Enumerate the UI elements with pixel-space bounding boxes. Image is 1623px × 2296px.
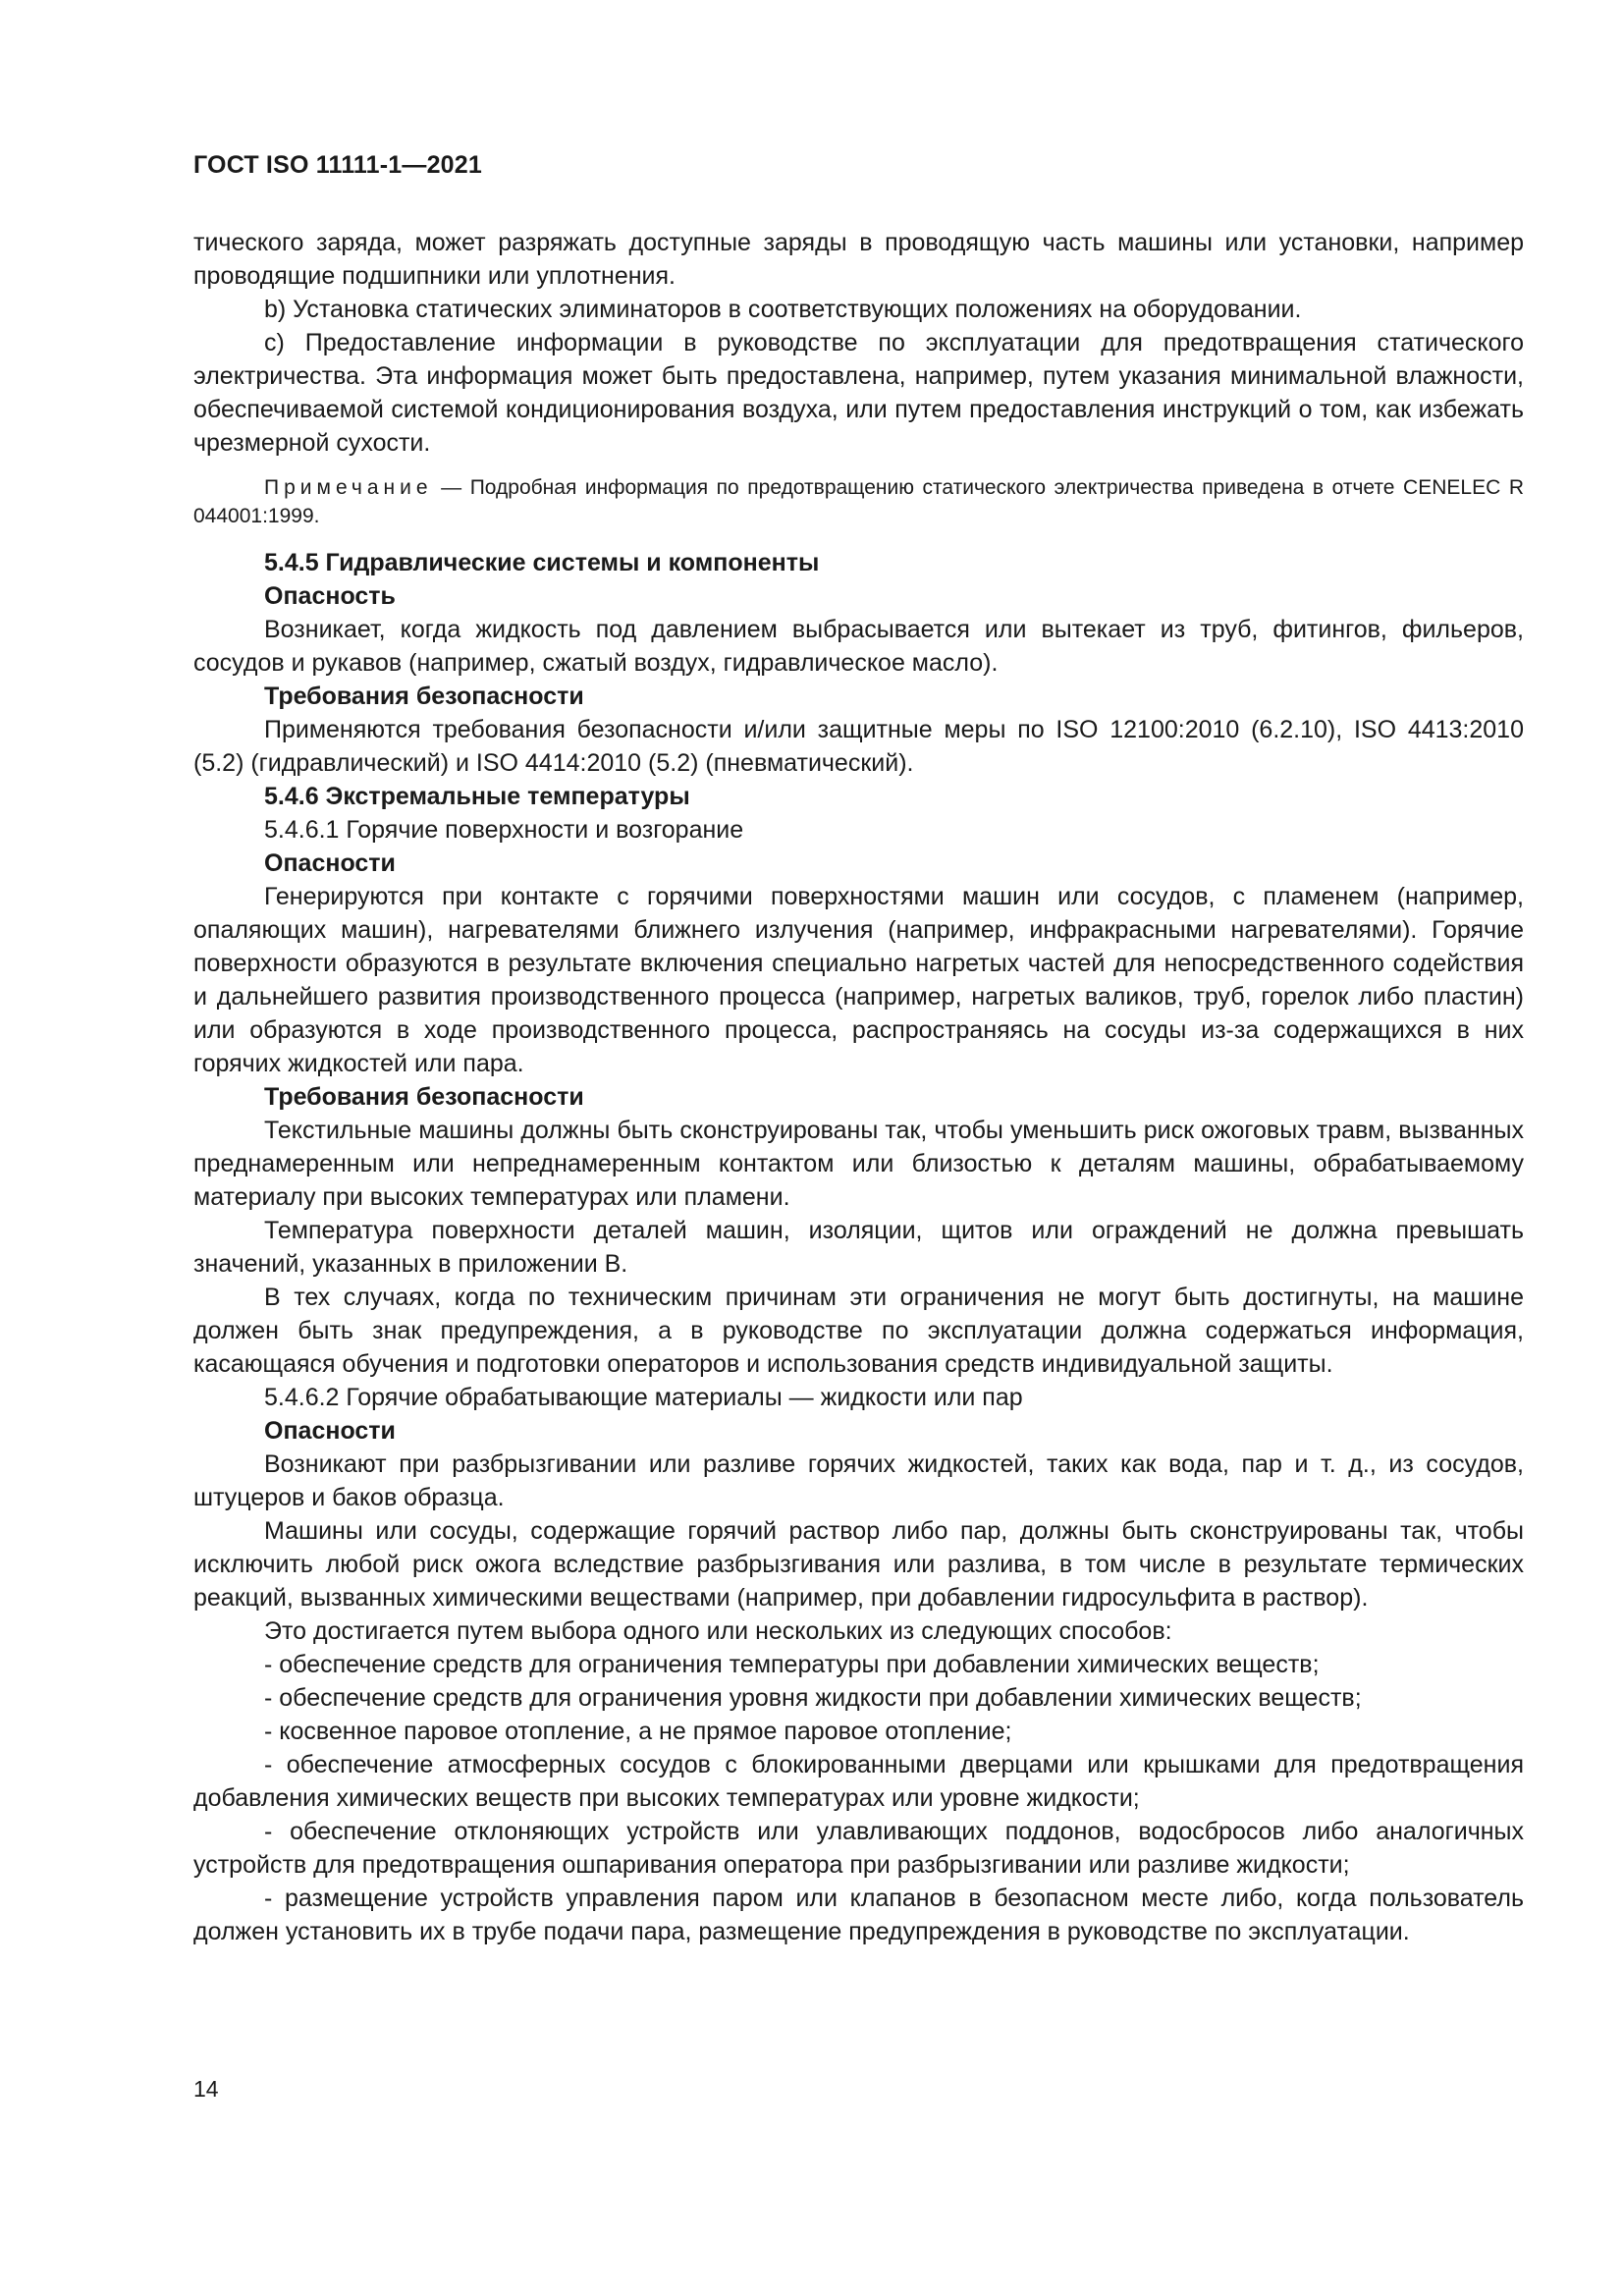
paragraph-hot-solution: Машины или сосуды, содержащие горячий раствор либо пар, должны быть сконструированы так, чтобы исключить любой риск ожога вследствие разбрызгивания или разлива, в том числе в результате термических реакций, вызванных химическими веществами (например, при добавлении гидросульфита в раствор). [193, 1517, 1524, 1612]
document-body [193, 226, 1524, 1948]
subheading-safety-requirements: Требования безопасности [264, 683, 584, 710]
subheading-danger: Опасность [264, 582, 396, 610]
paragraph-continuation: тического заряда, может разряжать доступные заряды в проводящую часть машины или установки, например проводящие подшипники или уплотнения. [193, 229, 1524, 290]
section-heading-5-4-6: 5.4.6 Экстремальные температуры [264, 783, 690, 810]
subsection-5-4-6-1: 5.4.6.1 Горячие поверхности и возгорание [264, 816, 744, 844]
paragraph-surface-temperature: Температура поверхности деталей машин, изоляции, щитов или ограждений не должна превышать значений, указанных в приложении В. [193, 1217, 1524, 1278]
list-item: - размещение устройств управления паром или клапанов в безопасном месте либо, когда пользователь должен установить их в трубе подачи пара, размещение предупреждения в руководстве по эксплуатации. [193, 1885, 1524, 1945]
list-item: - косвенное паровое отопление, а не прямое паровое отопление; [264, 1718, 1012, 1745]
list-item: - обеспечение атмосферных сосудов с блокированными дверцами или крышками для предотвращения добавления химических веществ при высоких температурах или уровне жидкости; [193, 1751, 1524, 1812]
subheading-dangers: Опасности [264, 1417, 396, 1445]
paragraph-warning-sign: В тех случаях, когда по техническим причинам эти ограничения не могут быть достигнуты, на машине должен быть знак предупреждения, а в руководстве по эксплуатации должна содержаться информация, касающаяся обучения и подготовки операторов и использования средств индивидуальной защиты. [193, 1284, 1524, 1378]
paragraph-hot-surfaces: Генерируются при контакте с горячими поверхностями машин или сосудов, с пламенем (например, опаляющих машин), нагревателями ближнего излучения (например, инфракрасными нагревателями). Горячие поверхности образуются в результате включения специально нагретых частей для непосредственного содействия и дальнейшего развития производственного процесса (например, нагретых валиков, труб, горелок либо пластин) или образуются в ходе производственного процесса, распространяясь на сосуды из-за содержащихся в них горячих жидкостей или пара. [193, 883, 1524, 1077]
paragraph-methods-intro: Это достигается путем выбора одного или нескольких из следующих способов: [264, 1617, 1172, 1645]
list-item-c: c) Предоставление информации в руководстве по эксплуатации для предотвращения статического электричества. Эта информация может быть предоставлена, например, путем указания минимальной влажности, обеспечиваемой системой кондиционирования воздуха, или путем предоставления инструкций о том, как избежать чрезмерной сухости. [193, 329, 1524, 457]
subheading-safety-requirements: Требования безопасности [264, 1083, 584, 1111]
list-item: - обеспечение средств для ограничения температуры при добавлении химических веществ; [264, 1651, 1320, 1678]
note-paragraph [193, 473, 1524, 530]
page-number: 14 [193, 2076, 219, 2102]
list-item: - обеспечение средств для ограничения уровня жидкости при добавлении химических веществ; [264, 1684, 1362, 1712]
document-code-header: ГОСТ ISO 11111-1—2021 [193, 151, 482, 179]
list-item-b: b) Установка статических элиминаторов в соответствующих положениях на оборудовании. [264, 296, 1302, 323]
note-text: — Подробная информация по предотвращению статического электричества приведена в отчете CENELEC R 044001:1999. [193, 476, 1524, 527]
paragraph-machine-design: Текстильные машины должны быть сконструированы так, чтобы уменьшить риск ожоговых травм, вызванных преднамеренным или непреднамеренным контактом или близостью к деталям машины, обрабатываемому материалу при высоких температурах или пламени. [193, 1117, 1524, 1211]
list-item: - обеспечение отклоняющих устройств или улавливающих поддонов, водосбросов либо аналогичных устройств для предотвращения ошпаривания оператора при разбрызгивании или разливе жидкости; [193, 1818, 1524, 1879]
note-label: Примечание [264, 476, 433, 499]
paragraph-hot-liquids: Возникают при разбрызгивании или разливе горячих жидкостей, таких как вода, пар и т. д., из сосудов, штуцеров и баков образца. [193, 1450, 1524, 1511]
paragraph-hydraulic-danger: Возникает, когда жидкость под давлением выбрасывается или вытекает из труб, фитингов, фильеров, сосудов и рукавов (например, сжатый воздух, гидравлическое масло). [193, 616, 1524, 677]
paragraph-hydraulic-requirements: Применяются требования безопасности и/или защитные меры по ISO 12100:2010 (6.2.10), ISO 4413:2010 (5.2) (гидравлический) и ISO 4414:2010 (5.2) (пневматический). [193, 716, 1524, 777]
document-page [193, 0, 1524, 2296]
subsection-5-4-6-2: 5.4.6.2 Горячие обрабатывающие материалы — жидкости или пар [264, 1384, 1023, 1411]
section-heading-5-4-5: 5.4.5 Гидравлические системы и компоненты [264, 549, 820, 576]
subheading-dangers: Опасности [264, 849, 396, 877]
